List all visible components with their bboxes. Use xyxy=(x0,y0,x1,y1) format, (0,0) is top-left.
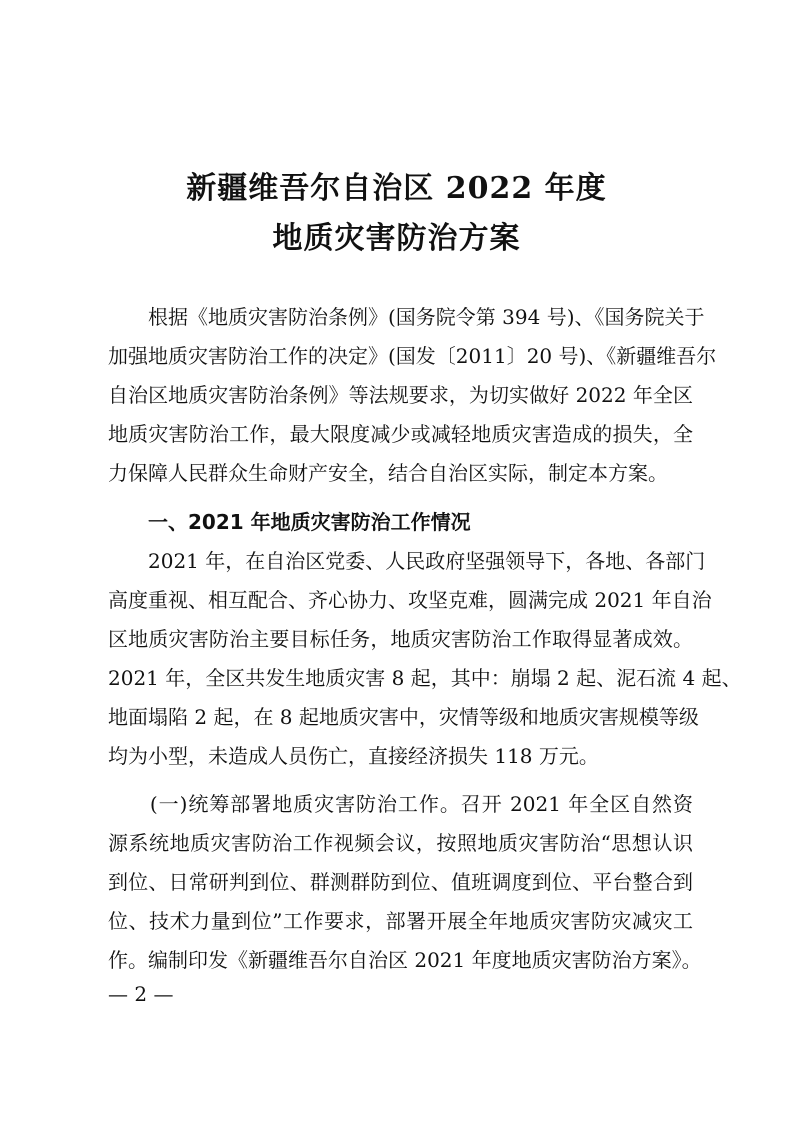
paragraph-line: 作。编制印发《新疆维吾尔自治区 2021 年度地质灾害防治方案》。 xyxy=(108,948,702,972)
paragraph-line: 到位、日常研判到位、群测群防到位、值班调度到位、平台整合到 xyxy=(108,870,693,894)
paragraph-line: 力保障人民群众生命财产安全，结合自治区实际，制定本方案。 xyxy=(108,461,668,485)
paragraph-line: 均为小型，未造成人员伤亡，直接经济损失 118 万元。 xyxy=(108,744,599,768)
document-title-line-2: 地质灾害防治方案 xyxy=(272,221,521,256)
paragraph-line: 区地质灾害防治主要目标任务，地质灾害防治工作取得显著成效。 xyxy=(108,627,693,651)
paragraph-line: 位、技术力量到位”工作要求，部署开展全年地质灾害防灾减灾工 xyxy=(108,909,693,933)
section-heading: 一、2021 年地质灾害防治工作情况 xyxy=(108,510,471,534)
paragraph-line: (一)统筹部署地质灾害防治工作。召开 2021 年全区自然资 xyxy=(108,792,693,816)
paragraph-line: 加强地质灾害防治工作的决定》(国发〔2011〕20 号)、《新疆维吾尔 xyxy=(108,344,717,368)
paragraph-line: 2021 年，在自治区党委、人民政府坚强领导下，各地、各部门 xyxy=(108,549,706,573)
paragraph-line: 2021 年，全区共发生地质灾害 8 起，其中：崩塌 2 起、泥石流 4 起、 xyxy=(108,666,742,690)
page-number: — 2 — xyxy=(108,982,174,1006)
paragraph-line: 地质灾害防治工作，最大限度减少或减轻地质灾害造成的损失，全 xyxy=(108,422,693,446)
document-title-line-1: 新疆维吾尔自治区 2022 年度 xyxy=(186,171,607,206)
paragraph-line: 高度重视、相互配合、齐心协力、攻坚克难，圆满完成 2021 年自治 xyxy=(108,588,712,612)
paragraph-line: 根据《地质灾害防治条例》(国务院令第 394 号)、《国务院关于 xyxy=(108,305,705,329)
paragraph-line: 自治区地质灾害防治条例》等法规要求，为切实做好 2022 年全区 xyxy=(108,383,693,407)
paragraph-line: 源系统地质灾害防治工作视频会议，按照地质灾害防治“思想认识 xyxy=(108,831,693,855)
paragraph-line: 地面塌陷 2 起，在 8 起地质灾害中，灾情等级和地质灾害规模等级 xyxy=(108,705,699,729)
